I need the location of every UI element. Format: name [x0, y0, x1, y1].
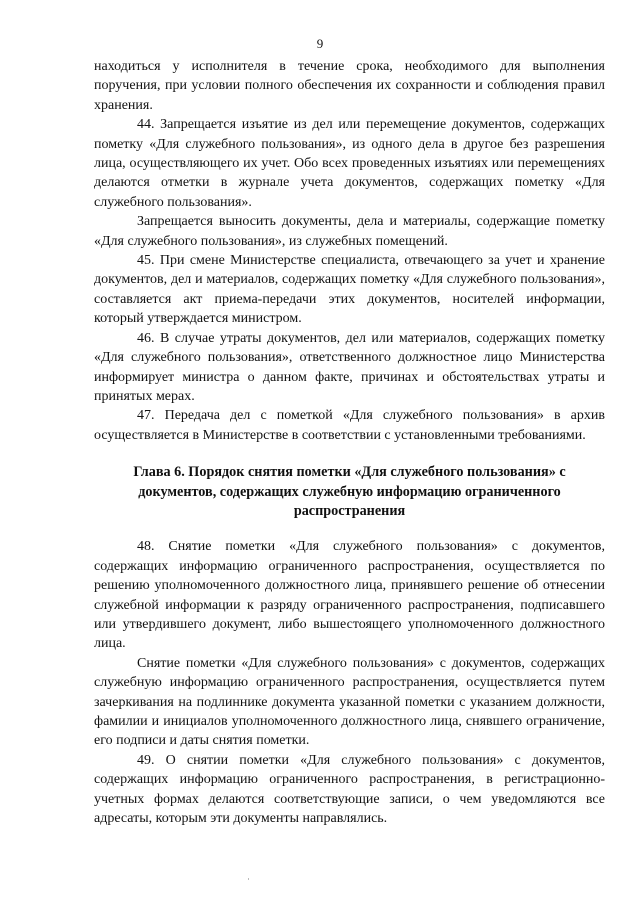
chapter-heading: Глава 6. Порядок снятия пометки «Для служебного пользования» с документов, содержащих служебную информацию ограниченного распространения	[133, 464, 566, 519]
paragraph-45: 45. При смене Министерстве специалиста, отвечающего за учет и хранение документов, дел и материалов, содержащих пометку «Для служебного пользования», составляется акт приема-передачи этих документов, носителей информации, который утверждается министром.	[94, 253, 605, 327]
paragraph-44: 44. Запрещается изъятие из дел или перемещение документов, содержащих пометку «Для служебного пользования», из одного дела в другое без разрешения лица, осуществляющего их учет. Обо всех проведенных изъятиях или перемещениях делаются отметки в журнале учета документов, содержащих пометку «Для служебного пользования».	[94, 117, 605, 210]
scan-speck	[248, 878, 249, 880]
page-number: 9	[316, 36, 324, 51]
paragraph-44-removal-ban: Запрещается выносить документы, дела и материалы, содержащие пометку «Для служебного пользования», из служебных помещений.	[94, 214, 605, 249]
paragraph-48-removal-method: Снятие пометки «Для служебного пользования» с документов, содержащих служебную информацию ограниченного распространения, осуществляется путем зачеркивания на подлиннике документа указанной пометки с указанием должности, фамилии и инициалов уполномоченного должностного лица, снявшего ограничение, его подписи и даты снятия пометки.	[94, 655, 605, 749]
paragraph-47: 47. Передача дел с пометкой «Для служебного пользования» в архив осуществляется в Министерстве в соответствии с установленными требованиями.	[94, 408, 605, 443]
paragraph-48: 48. Снятие пометки «Для служебного пользования» с документов, содержащих информацию ограниченного распространения, осуществляется по решению уполномоченного должностного лица, принявшего решение об отнесении служебной информации к разряду ограниченного распространения, подписавшего или утвердившего документ, либо вышестоящего уполномоченного должностного лица.	[94, 539, 605, 652]
document-body	[94, 57, 605, 828]
paragraph-continuation: находиться у исполнителя в течение срока, необходимого для выполнения поручения, при условии полного обеспечения их сохранности и соблюдения правил хранения.	[94, 59, 605, 113]
paragraph-46: 46. В случае утраты документов, дел или материалов, содержащих пометку «Для служебного пользования», ответственного должностное лицо Министерства информирует министра о данном факте, причинах и обстоятельствах утраты и принятых мерах.	[94, 330, 605, 404]
paragraph-49: 49. О снятии пометки «Для служебного пользования» с документов, содержащих информацию ограниченного распространения, в регистрационно-учетных формах делаются соответствующие записи, о чем уведомляются все адресаты, которым эти документы направлялись.	[94, 752, 605, 827]
